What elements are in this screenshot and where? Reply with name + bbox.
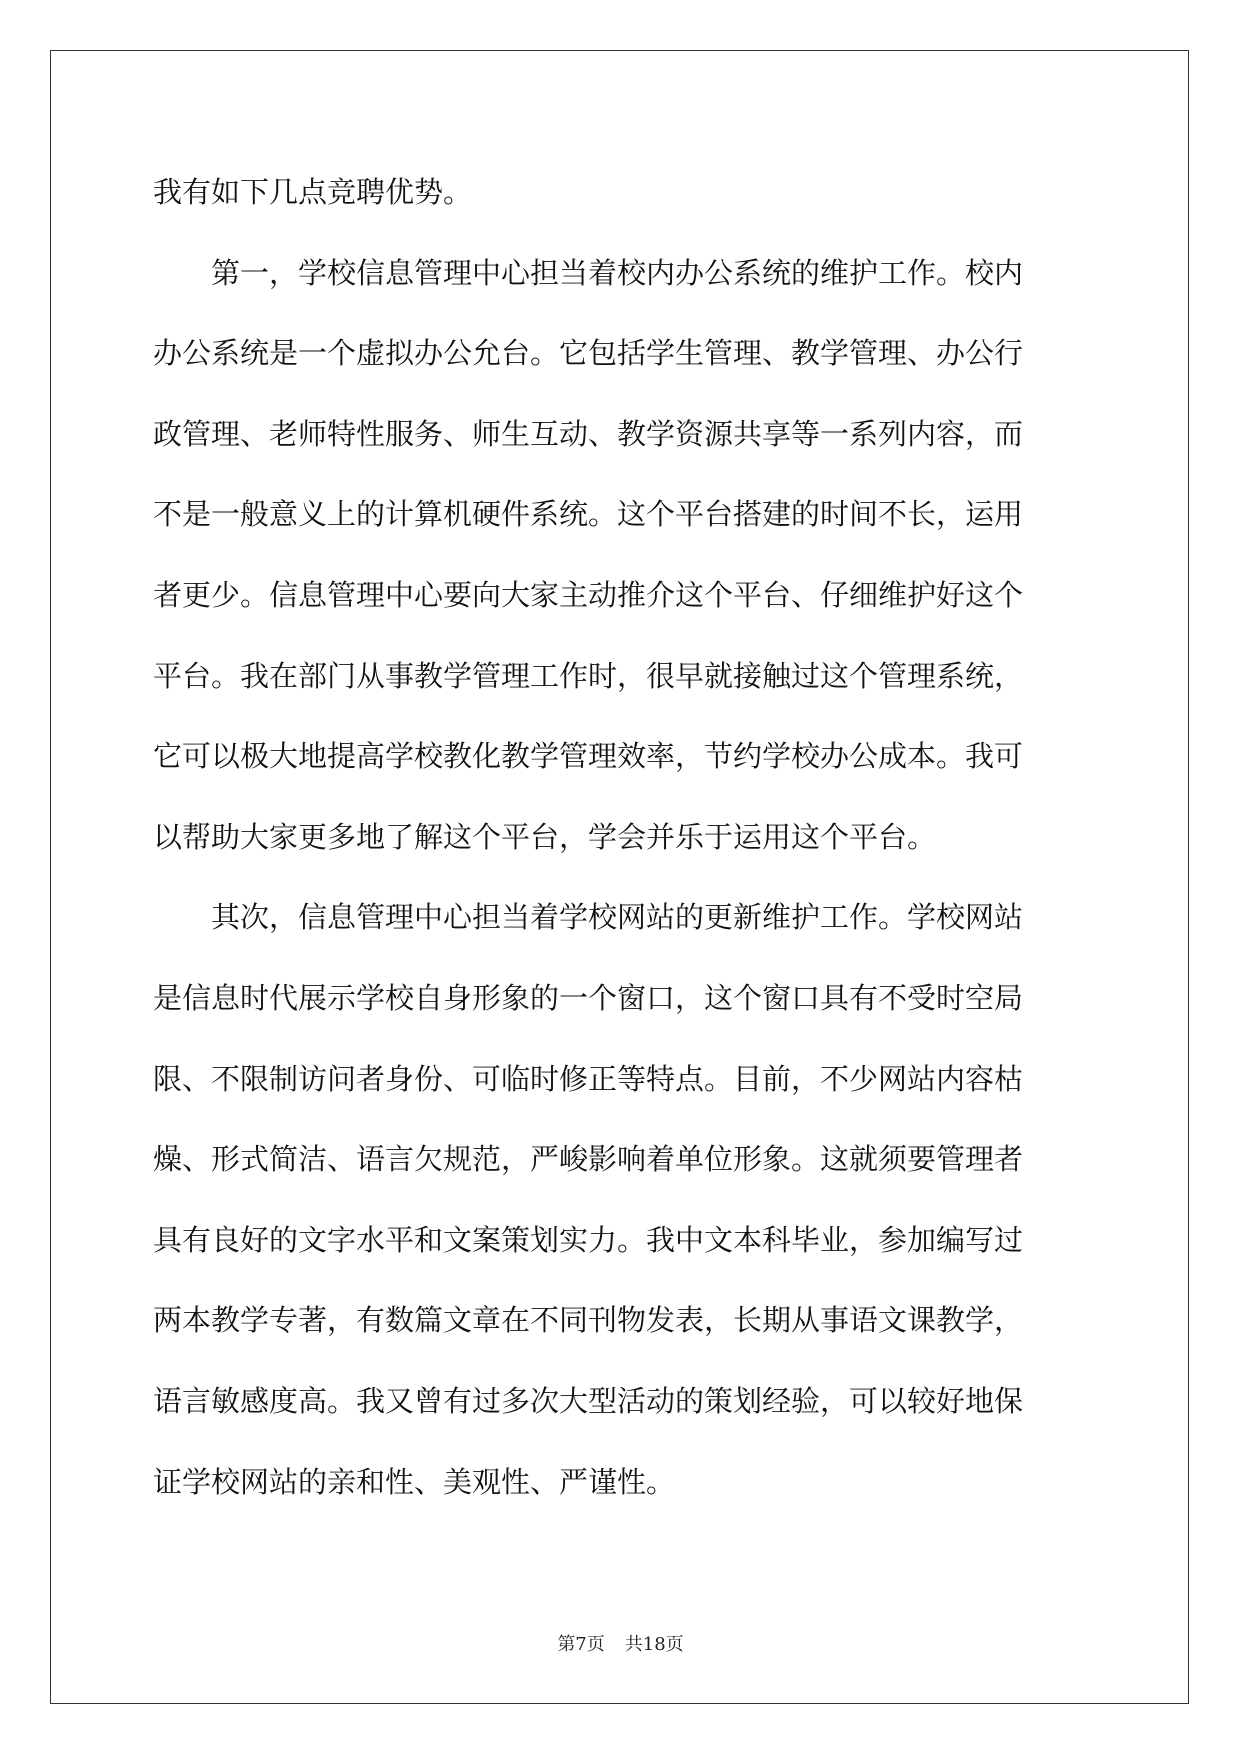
text-line: 它可以极大地提高学校教化教学管理效率，节约学校办公成本。我可: [153, 739, 1024, 774]
text-line: 其次，信息管理中心担当着学校网站的更新维护工作。学校网站: [153, 900, 1024, 935]
text-line: 限、不限制访问者身份、可临时修正等特点。目前，不少网站内容枯: [153, 1061, 1024, 1096]
text-line: 燥、形式简洁、语言欠规范，严峻影响着单位形象。这就须要管理者: [153, 1142, 1024, 1177]
text-line: 语言敏感度高。我又曾有过多次大型活动的策划经验，可以较好地保: [153, 1383, 1024, 1418]
text-line: 两本教学专著，有数篇文章在不同刊物发表，长期从事语文课教学，: [153, 1303, 1024, 1338]
text-line: 者更少。信息管理中心要向大家主动推介这个平台、仔细维护好这个: [153, 577, 1024, 612]
text-line: 不是一般意义上的计算机硬件系统。这个平台搭建的时间不长，运用: [153, 497, 1024, 532]
text-line: 办公系统是一个虚拟办公允台。它包括学生管理、教学管理、办公行: [153, 336, 1024, 371]
page-number-total: 共18页: [624, 1634, 684, 1655]
text-line: 政管理、老师特性服务、师生互动、教学资源共享等一系列内容，而: [153, 416, 1024, 451]
page-footer: [0, 1630, 1241, 1656]
text-line: 第一，学校信息管理中心担当着校内办公系统的维护工作。校内: [153, 255, 1024, 290]
text-line: 以帮助大家更多地了解这个平台，学会并乐于运用这个平台。: [153, 819, 937, 854]
text-line: 是信息时代展示学校自身形象的一个窗口，这个窗口具有不受时空局: [153, 980, 1024, 1015]
text-line: 我有如下几点竞聘优势。: [153, 175, 473, 209]
text-line: 具有良好的文字水平和文案策划实力。我中文本科毕业，参加编写过: [153, 1222, 1024, 1257]
text-line: 证学校网站的亲和性、美观性、严谨性。: [153, 1464, 676, 1499]
text-line: 平台。我在部门从事教学管理工作时，很早就接触过这个管理系统，: [153, 658, 1024, 693]
document-body: [153, 152, 1089, 1522]
page-number-current: 第7页: [557, 1634, 605, 1655]
